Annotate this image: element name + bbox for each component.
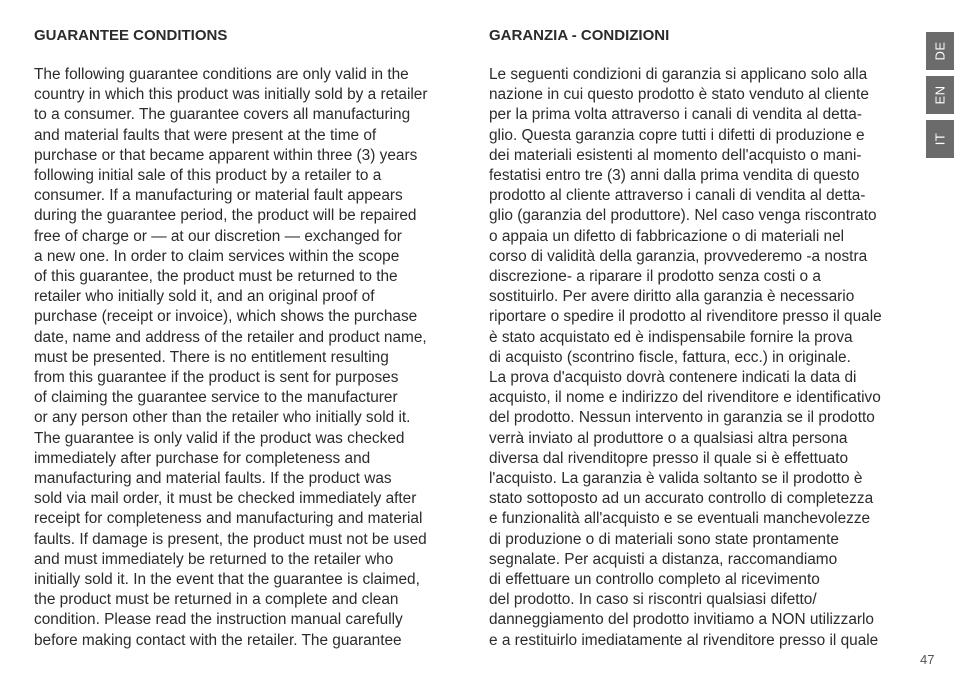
text-line: di effettuare un controllo completo al ricevimento <box>489 571 820 589</box>
text-line: o appaia un difetto di fabbricazione o di materiali nel <box>489 227 845 245</box>
text-line: of claiming the guarantee service to the manufacturer <box>34 389 398 407</box>
text-line: or any person other than the retailer who initially sold it. <box>34 409 411 427</box>
text-line: free of charge or — at our discretion — exchanged for <box>34 227 402 245</box>
text-line: initially sold it. In the event that the guarantee is claimed, <box>34 571 420 589</box>
english-heading: GUARANTEE CONDITIONS <box>34 27 228 44</box>
text-line: La prova d'acquisto dovrà contenere indicati la data di <box>489 369 857 387</box>
text-line: a new one. In order to claim services within the scope <box>34 247 400 265</box>
text-line: prodotto al cliente attraverso i canali di vendita al detta- <box>489 187 866 205</box>
text-line: sold via mail order, it must be checked immediately after <box>34 490 417 508</box>
text-line: acquisto, il nome e indirizzo del rivenditore e identificativo <box>489 389 881 407</box>
text-line: must be presented. There is no entitlement resulting <box>34 348 389 366</box>
text-line: from this guarantee if the product is sent for purposes <box>34 369 399 387</box>
italian-body <box>489 65 929 651</box>
text-line: Le seguenti condizioni di garanzia si applicano solo alla <box>489 66 868 83</box>
text-line: receipt for completeness and manufacturing and material <box>34 510 423 528</box>
text-line: di produzione o di materiali sono state prontamente <box>489 530 839 548</box>
text-line: verrà inviato al produttore o a qualsiasi altra persona <box>489 429 848 447</box>
text-line: immediately after purchase for completeness and <box>34 449 371 467</box>
text-line: discrezione- a riparare il prodotto senza costi o a <box>489 268 821 286</box>
text-line: of this guarantee, the product must be returned to the <box>34 268 398 286</box>
text-line: dei materiali esistenti al momento dell'acquisto o mani- <box>489 146 862 164</box>
text-line: before making contact with the retailer. The guarantee <box>34 631 402 649</box>
text-line: and must immediately be returned to the retailer who <box>34 550 394 568</box>
text-line: del prodotto. In caso si riscontri qualsiasi difetto/ <box>489 591 817 609</box>
text-line: sostituirlo. Per avere diritto alla garanzia è necessario <box>489 288 855 306</box>
text-line: l'acquisto. La garanzia è valida soltanto se il prodotto è <box>489 470 863 488</box>
text-line: segnalate. Per acquisti a distanza, raccomandiamo <box>489 550 838 568</box>
language-tab-de[interactable] <box>926 32 954 70</box>
page-number: 47 <box>920 652 935 667</box>
language-tab-en[interactable] <box>926 76 954 114</box>
language-tab-label: DE <box>932 41 948 61</box>
english-body <box>34 65 474 651</box>
text-line: riportare o spedire il prodotto al rivenditore presso il quale <box>489 308 882 326</box>
text-line: The following guarantee conditions are only valid in the <box>34 66 409 83</box>
english-column <box>34 26 474 651</box>
text-line: festatisi entro tre (3) anni dalla prima vendita di questo <box>489 167 860 185</box>
text-line: per la prima volta attraverso i canali di vendita al detta- <box>489 106 862 124</box>
language-tab-label: IT <box>932 132 948 146</box>
text-line: the product must be returned in a complete and clean <box>34 591 399 609</box>
text-line: purchase or that became apparent within three (3) years <box>34 146 418 164</box>
text-line: diversa dal rivenditopre presso il quale si è effettuato <box>489 449 849 467</box>
text-line: e a restituirlo imediatamente al rivenditore presso il quale <box>489 631 879 649</box>
italian-column <box>489 26 929 651</box>
text-line: and material faults that were present at the time of <box>34 126 377 144</box>
text-line: glio (garanzia del produttore). Nel caso venga riscontrato <box>489 207 877 225</box>
language-tab-it[interactable] <box>926 120 954 158</box>
text-line: e funzionalità all'acquisto e se eventuali manchevolezze <box>489 510 871 528</box>
text-line: faults. If damage is present, the product must not be used <box>34 530 427 548</box>
language-tab-label: EN <box>932 85 948 105</box>
text-line: date, name and address of the retailer and product name, <box>34 328 427 346</box>
text-line: nazione in cui questo prodotto è stato venduto al cliente <box>489 86 869 104</box>
language-tabs <box>926 32 954 164</box>
text-line: è stato acquistato ed è indispensabile fornire la prova <box>489 328 853 346</box>
text-line: di acquisto (scontrino fiscle, fattura, ecc.) in originale. <box>489 348 851 366</box>
text-line: condition. Please read the instruction manual carefully <box>34 611 403 629</box>
text-line: consumer. If a manufacturing or material fault appears <box>34 187 403 205</box>
text-line: danneggiamento del prodotto invitiamo a NON utilizzarlo <box>489 611 874 629</box>
text-line: manufacturing and material faults. If the product was <box>34 470 392 488</box>
text-line: The guarantee is only valid if the product was checked <box>34 429 405 447</box>
text-line: glio. Questa garanzia copre tutti i difetti di produzione e <box>489 126 865 144</box>
text-line: del prodotto. Nessun intervento in garanzia se il prodotto <box>489 409 875 427</box>
italian-heading: GARANZIA - CONDIZIONI <box>489 27 670 44</box>
text-line: to a consumer. The guarantee covers all manufacturing <box>34 106 411 124</box>
text-line: corso di validità della garanzia, provvederemo -a nostra <box>489 247 868 265</box>
text-line: country in which this product was initially sold by a retailer <box>34 86 428 104</box>
text-line: retailer who initially sold it, and an original proof of <box>34 288 375 306</box>
text-line: stato sottoposto ad un accurato controllo di completezza <box>489 490 874 508</box>
text-line: purchase (receipt or invoice), which shows the purchase <box>34 308 418 326</box>
text-line: during the guarantee period, the product will be repaired <box>34 207 417 225</box>
text-line: following initial sale of this product by a retailer to a <box>34 167 382 185</box>
